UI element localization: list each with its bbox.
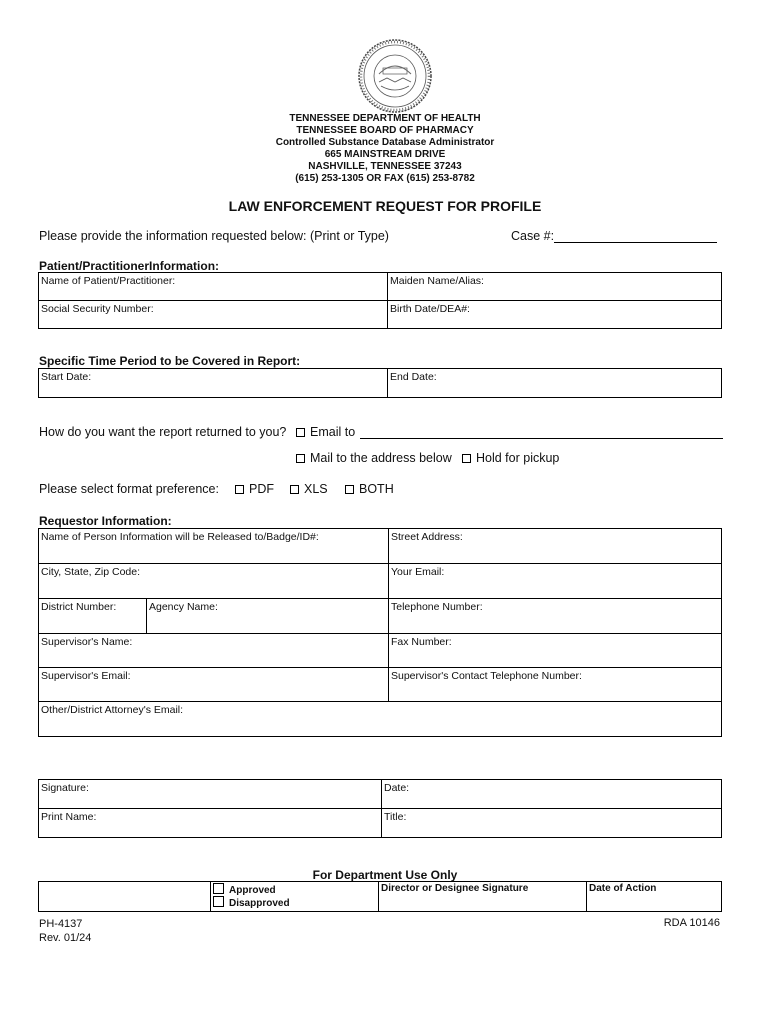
pdf-checkbox[interactable]	[235, 485, 244, 494]
form-number: PH-4137	[39, 918, 83, 930]
telephone-field[interactable]	[389, 599, 722, 634]
disapproved-checkbox[interactable]	[213, 896, 224, 907]
print-name-label: Print Name:	[41, 811, 97, 823]
signature-label: Signature:	[41, 782, 89, 794]
da-email-label: Other/District Attorney's Email:	[41, 704, 184, 716]
dept-use-heading: For Department Use Only	[312, 868, 458, 882]
disapproved-label: Disapproved	[229, 898, 290, 909]
maiden-name-label: Maiden Name/Alias:	[390, 275, 484, 287]
xls-checkbox[interactable]	[290, 485, 299, 494]
date-of-action-label: Date of Action	[589, 883, 657, 894]
supervisor-phone-label: Supervisor's Contact Telephone Number:	[391, 670, 582, 682]
release-name-field[interactable]	[39, 529, 389, 564]
both-label: BOTH	[359, 482, 394, 496]
dept-use-table	[38, 881, 722, 912]
signature-field[interactable]	[39, 780, 382, 809]
director-signature-label: Director or Designee Signature	[381, 883, 529, 894]
approved-option[interactable]	[213, 883, 376, 896]
both-checkbox[interactable]	[345, 485, 354, 494]
pdf-option[interactable]	[235, 482, 274, 496]
email-option[interactable]	[296, 425, 355, 439]
header-line-1: TENNESSEE DEPARTMENT OF HEALTH	[289, 113, 481, 124]
hold-option[interactable]	[462, 451, 559, 465]
case-number-line[interactable]	[554, 230, 717, 243]
supervisor-phone-field[interactable]	[389, 668, 722, 702]
email-option-label: Email to	[310, 425, 356, 439]
agency-header	[0, 113, 770, 185]
agency-name-label: Agency Name:	[149, 601, 218, 613]
maiden-name-field[interactable]	[388, 273, 722, 301]
supervisor-email-field[interactable]	[39, 668, 389, 702]
xls-option[interactable]	[290, 482, 328, 496]
patient-heading: Patient/PractitionerInformation:	[39, 259, 220, 273]
da-email-field[interactable]	[39, 702, 722, 737]
requestor-heading: Requestor Information:	[39, 514, 172, 528]
supervisor-name-label: Supervisor's Name:	[41, 636, 133, 648]
city-state-zip-label: City, State, Zip Code:	[41, 566, 141, 578]
patient-name-field[interactable]	[39, 273, 388, 301]
signature-date-label: Date:	[384, 782, 410, 794]
birth-date-field[interactable]	[388, 301, 722, 329]
mail-option-label: Mail to the address below	[310, 451, 452, 465]
your-email-field[interactable]	[389, 564, 722, 599]
mail-option[interactable]	[296, 451, 452, 465]
dept-blank-cell	[39, 882, 211, 912]
title-label: Title:	[384, 811, 407, 823]
title-field[interactable]	[382, 809, 722, 838]
birth-date-label: Birth Date/DEA#:	[390, 303, 470, 315]
print-name-field[interactable]	[39, 809, 382, 838]
requestor-table	[38, 528, 722, 737]
signature-table	[38, 779, 722, 838]
release-name-label: Name of Person Information will be Released to/Badge/ID#:	[41, 531, 319, 543]
end-date-label: End Date:	[390, 371, 437, 383]
header-line-2: TENNESSEE BOARD OF PHARMACY	[296, 125, 474, 136]
header-line-6: (615) 253-1305 OR FAX (615) 253-8782	[295, 173, 475, 184]
fax-number-label: Fax Number:	[391, 636, 452, 648]
both-option[interactable]	[345, 482, 394, 496]
city-state-zip-field[interactable]	[39, 564, 389, 599]
street-address-field[interactable]	[389, 529, 722, 564]
intro-text: Please provide the information requested below: (Print or Type)	[39, 229, 389, 243]
return-question: How do you want the report returned to you?	[39, 425, 287, 439]
rda-number: RDA 10146	[663, 917, 720, 929]
disapproved-option[interactable]	[213, 896, 376, 909]
case-number-field[interactable]	[511, 229, 717, 243]
supervisor-name-field[interactable]	[39, 634, 389, 668]
header-line-4: 665 MAINSTREAM DRIVE	[324, 149, 446, 160]
ssn-field[interactable]	[39, 301, 388, 329]
patient-table	[38, 272, 722, 329]
case-number-label: Case #:	[511, 229, 555, 243]
email-checkbox[interactable]	[296, 428, 305, 437]
tennessee-state-seal-icon	[357, 38, 433, 114]
patient-name-label: Name of Patient/Practitioner:	[41, 275, 176, 287]
form-title: LAW ENFORCEMENT REQUEST FOR PROFILE	[228, 198, 542, 214]
email-to-line[interactable]	[360, 426, 723, 439]
start-date-field[interactable]	[39, 369, 388, 398]
end-date-field[interactable]	[388, 369, 722, 398]
start-date-label: Start Date:	[41, 371, 92, 383]
revision-date: Rev. 01/24	[39, 932, 92, 944]
hold-option-label: Hold for pickup	[476, 451, 560, 465]
fax-number-field[interactable]	[389, 634, 722, 668]
your-email-label: Your Email:	[391, 566, 445, 578]
header-line-5: NASHVILLE, TENNESSEE 37243	[308, 161, 462, 172]
supervisor-email-label: Supervisor's Email:	[41, 670, 131, 682]
signature-date-field[interactable]	[382, 780, 722, 809]
format-label: Please select format preference:	[39, 482, 219, 496]
approved-checkbox[interactable]	[213, 883, 224, 894]
mail-checkbox[interactable]	[296, 454, 305, 463]
xls-label: XLS	[304, 482, 328, 496]
date-of-action-field[interactable]	[587, 882, 722, 912]
telephone-label: Telephone Number:	[391, 601, 483, 613]
ssn-label: Social Security Number:	[41, 303, 154, 315]
district-number-label: District Number:	[41, 601, 117, 613]
form-number-block	[39, 917, 91, 945]
hold-checkbox[interactable]	[462, 454, 471, 463]
agency-name-field[interactable]	[147, 599, 389, 634]
header-line-3: Controlled Substance Database Administrator	[275, 137, 495, 148]
street-address-label: Street Address:	[391, 531, 463, 543]
district-number-field[interactable]	[39, 599, 147, 634]
approval-cell	[211, 882, 379, 912]
pdf-label: PDF	[249, 482, 274, 496]
period-heading: Specific Time Period to be Covered in Report:	[39, 354, 301, 368]
period-table	[38, 368, 722, 398]
director-signature-field[interactable]	[379, 882, 587, 912]
approved-label: Approved	[229, 885, 276, 896]
